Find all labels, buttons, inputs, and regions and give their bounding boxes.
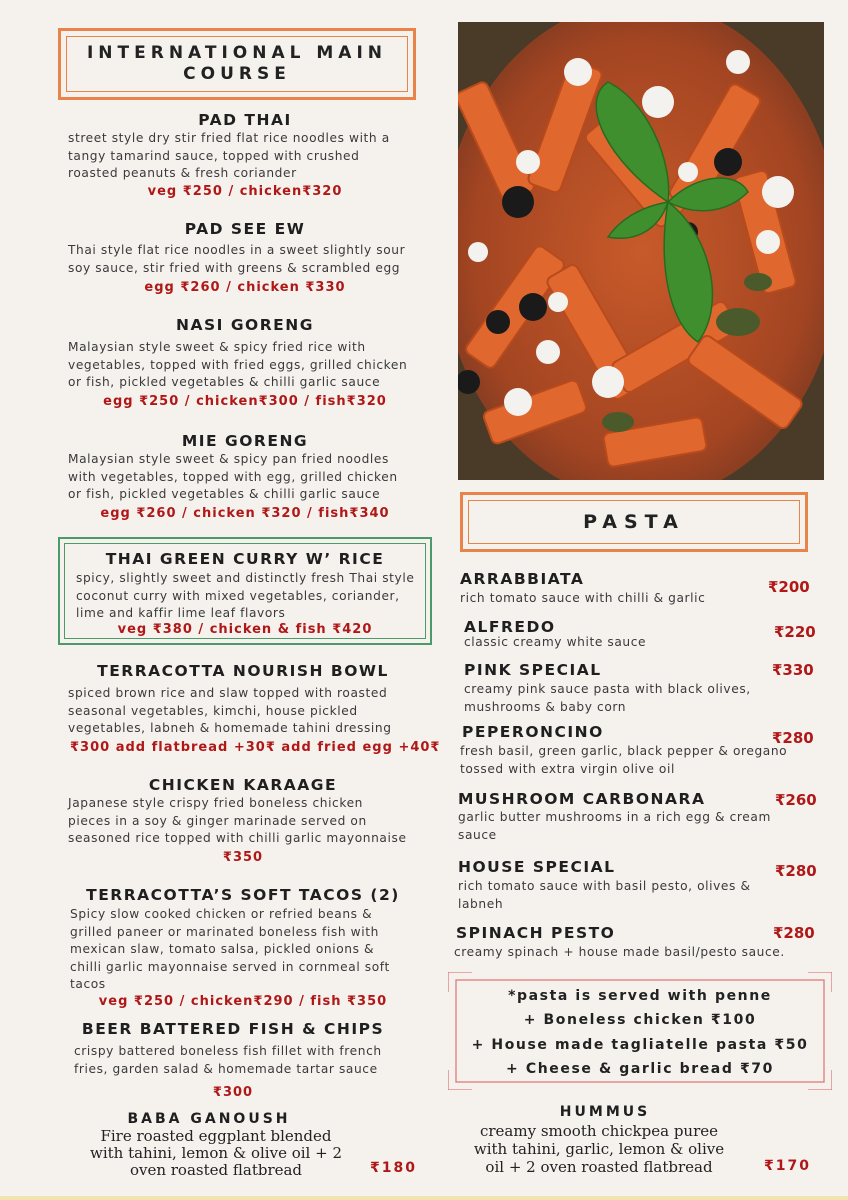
pasta-title: PASTA xyxy=(468,500,800,544)
desc-line: seasoned rice topped with chilli garlic mayonnaise xyxy=(68,831,407,845)
desc-line: oven roasted flatbread xyxy=(129,1161,303,1179)
item-name-chicken-karaage: CHICKEN KARAAGE xyxy=(148,776,338,794)
desc-line: roasted peanuts & fresh coriander xyxy=(68,166,297,180)
desc-line: Thai style flat rice noodles in a sweet slightly sour xyxy=(68,243,406,257)
item-price-pad-see-ew: egg ₹260 / chicken ₹330 xyxy=(144,280,346,295)
item-desc-nasi-goreng xyxy=(68,339,428,392)
desc-line: Malaysian style sweet & spicy fried rice with xyxy=(68,340,366,354)
pasta-title-box xyxy=(460,492,808,552)
addon-line-garlic-bread: + Cheese & garlic bread ₹70 xyxy=(506,1061,774,1077)
pasta-price-mushroom-carbonara: ₹260 xyxy=(775,791,817,809)
pasta-price-peperoncino: ₹280 xyxy=(772,729,814,747)
desc-line: seasonal vegetables, kimchi, house pickled xyxy=(68,703,358,718)
pasta-price-house-special: ₹280 xyxy=(775,862,817,880)
item-price-soft-tacos: veg ₹250 / chicken₹290 / fish ₹350 xyxy=(98,994,388,1009)
desc-line: Fire roasted eggplant blended xyxy=(100,1127,332,1145)
pasta-price-arrabbiata: ₹200 xyxy=(768,578,810,596)
desc-line: fresh basil, green garlic, black pepper & oregano xyxy=(460,744,788,758)
desc-line: sauce xyxy=(458,827,497,842)
desc-line: with tahini, garlic, lemon & olive xyxy=(473,1140,725,1158)
desc-line: vegetables, labneh & homemade tahini dressing xyxy=(68,721,392,735)
pasta-name-house-special: HOUSE SPECIAL xyxy=(458,858,616,876)
main-course-title-box xyxy=(58,28,416,100)
pasta-name-arrabbiata: ARRABBIATA xyxy=(460,570,585,588)
pasta-dish-photo xyxy=(458,22,824,480)
desc-line: labneh xyxy=(458,896,504,911)
pasta-desc-house-special xyxy=(458,878,778,913)
pasta-addons-box xyxy=(448,972,832,1090)
desc-line: chilli garlic mayonnaise served in cornmeal soft xyxy=(70,959,390,974)
item-price-baba-ganoush: ₹180 xyxy=(370,1160,417,1176)
desc-line: mexican slaw, tomato salsa, pickled onions & xyxy=(70,942,375,956)
desc-line: coconut curry with mixed vegetables, coriander, xyxy=(76,588,400,603)
desc-line: Spicy slow cooked chicken or refried beans & xyxy=(70,907,373,921)
desc-line: tacos xyxy=(70,977,106,991)
main-course-title xyxy=(66,36,408,92)
pasta-name-pink-special: PINK SPECIAL xyxy=(464,661,602,679)
item-desc-chicken-karaage xyxy=(68,795,430,848)
pasta-photo-illustration xyxy=(458,22,824,480)
item-name-hummus: HUMMUS xyxy=(559,1104,651,1120)
pasta-name-peperoncino: PEPERONCINO xyxy=(462,723,604,741)
pasta-price-alfredo: ₹220 xyxy=(774,623,816,641)
item-name-nasi-goreng: NASI GORENG xyxy=(176,316,314,334)
item-name-pad-see-ew: PAD SEE EW xyxy=(184,220,306,238)
item-name-thai-green-curry: THAI GREEN CURRY W’ RICE xyxy=(105,550,385,568)
desc-line: or fish, pickled vegetables & chilli garlic sauce xyxy=(68,487,381,501)
desc-line: with tahini, lemon & olive oil + 2 xyxy=(89,1144,342,1162)
pasta-name-alfredo: ALFREDO xyxy=(464,618,556,636)
desc-line: crispy battered boneless fish fillet with french xyxy=(74,1044,382,1058)
item-price-hummus: ₹170 xyxy=(764,1158,811,1174)
pasta-desc-spinach-pesto: creamy spinach + house made basil/pesto sauce. xyxy=(454,945,785,959)
item-desc-mie-goreng xyxy=(68,451,428,504)
desc-line: vegetables, topped with fried eggs, grilled chicken xyxy=(68,357,408,372)
item-price-mie-goreng: egg ₹260 / chicken ₹320 / fish₹340 xyxy=(100,506,390,521)
item-price-nasi-goreng: egg ₹250 / chicken₹300 / fish₹320 xyxy=(103,394,387,409)
pasta-desc-alfredo: classic creamy white sauce xyxy=(464,635,647,649)
item-price-fish-chips: ₹300 xyxy=(212,1085,254,1100)
desc-line: rich tomato sauce with basil pesto, olives & xyxy=(458,879,751,893)
pasta-desc-arrabbiata: rich tomato sauce with chilli & garlic xyxy=(460,591,706,605)
desc-line: soy sauce, stir fried with greens & scrambled egg xyxy=(68,260,401,275)
desc-line: Japanese style crispy fried boneless chicken xyxy=(68,796,364,810)
pasta-price-pink-special: ₹330 xyxy=(772,661,814,679)
desc-line: pieces in a soy & ginger marinade served on xyxy=(68,813,367,828)
item-price-pad-thai: veg ₹250 / chicken₹320 xyxy=(147,184,343,199)
desc-line: street style dry stir fried flat rice noodles with a xyxy=(68,131,390,145)
item-desc-pad-thai xyxy=(68,130,428,183)
addon-line-chicken: + Boneless chicken ₹100 xyxy=(523,1012,757,1028)
item-desc-thai-green-curry xyxy=(76,570,428,623)
pasta-desc-mushroom-carbonara xyxy=(458,809,788,844)
item-name-mie-goreng: MIE GORENG xyxy=(181,432,309,450)
desc-line: garlic butter mushrooms in a rich egg & cream xyxy=(458,810,771,824)
main-course-title-line2: COURSE xyxy=(183,64,291,84)
desc-line: creamy pink sauce pasta with black olives, xyxy=(464,682,751,696)
item-price-nourish-bowl: ₹300 add flatbread +30₹ add fried egg +40₹ xyxy=(70,740,441,755)
item-name-soft-tacos: TERRACOTTA’S SOFT TACOS (2) xyxy=(86,886,400,904)
desc-line: oil + 2 oven roasted flatbread xyxy=(485,1158,713,1176)
desc-line: tossed with extra virgin olive oil xyxy=(460,761,675,776)
addon-line-tagliatelle: + House made tagliatelle pasta ₹50 xyxy=(471,1037,809,1053)
item-desc-baba-ganoush xyxy=(36,1128,396,1179)
item-desc-pad-see-ew xyxy=(68,242,428,277)
desc-line: spicy, slightly sweet and distinctly fresh Thai style xyxy=(76,571,415,585)
item-name-nourish-bowl: TERRACOTTA NOURISH BOWL xyxy=(97,662,389,680)
desc-line: lime and kaffir lime leaf flavors xyxy=(76,606,286,620)
main-course-title-line1: INTERNATIONAL MAIN xyxy=(86,43,388,63)
item-name-pad-thai: PAD THAI xyxy=(198,111,292,129)
item-name-baba-ganoush: BABA GANOUSH xyxy=(127,1111,291,1127)
pasta-name-mushroom-carbonara: MUSHROOM CARBONARA xyxy=(458,790,706,808)
desc-line: spiced brown rice and slaw topped with roasted xyxy=(68,686,388,700)
desc-line: with vegetables, topped with egg, grilled chicken xyxy=(68,469,398,484)
desc-line: Malaysian style sweet & spicy pan fried noodles xyxy=(68,452,389,466)
pasta-price-spinach-pesto: ₹280 xyxy=(773,924,815,942)
pasta-name-spinach-pesto: SPINACH PESTO xyxy=(456,924,616,942)
desc-line: grilled paneer or marinated boneless fish with xyxy=(70,924,379,939)
addon-line-penne: *pasta is served with penne xyxy=(508,988,772,1004)
desc-line: creamy smooth chickpea puree xyxy=(479,1122,719,1140)
desc-line: fries, garden salad & homemade tartar sauce xyxy=(74,1061,378,1076)
item-name-fish-chips: BEER BATTERED FISH & CHIPS xyxy=(81,1020,385,1038)
desc-line: tangy tamarind sauce, topped with crushed xyxy=(68,148,360,163)
desc-line: or fish, pickled vegetables & chilli garlic sauce xyxy=(68,375,381,389)
pasta-desc-peperoncino xyxy=(460,743,820,778)
bottom-edge-strip xyxy=(0,1196,848,1200)
item-desc-soft-tacos xyxy=(70,906,430,994)
item-desc-nourish-bowl xyxy=(68,685,428,738)
desc-line: mushrooms & baby corn xyxy=(464,699,627,714)
pasta-desc-pink-special xyxy=(464,681,794,716)
item-price-thai-green-curry: veg ₹380 / chicken & fish ₹420 xyxy=(117,622,373,637)
item-desc-fish-chips xyxy=(74,1043,434,1078)
item-price-chicken-karaage: ₹350 xyxy=(222,850,264,865)
item-desc-hummus xyxy=(414,1122,784,1176)
